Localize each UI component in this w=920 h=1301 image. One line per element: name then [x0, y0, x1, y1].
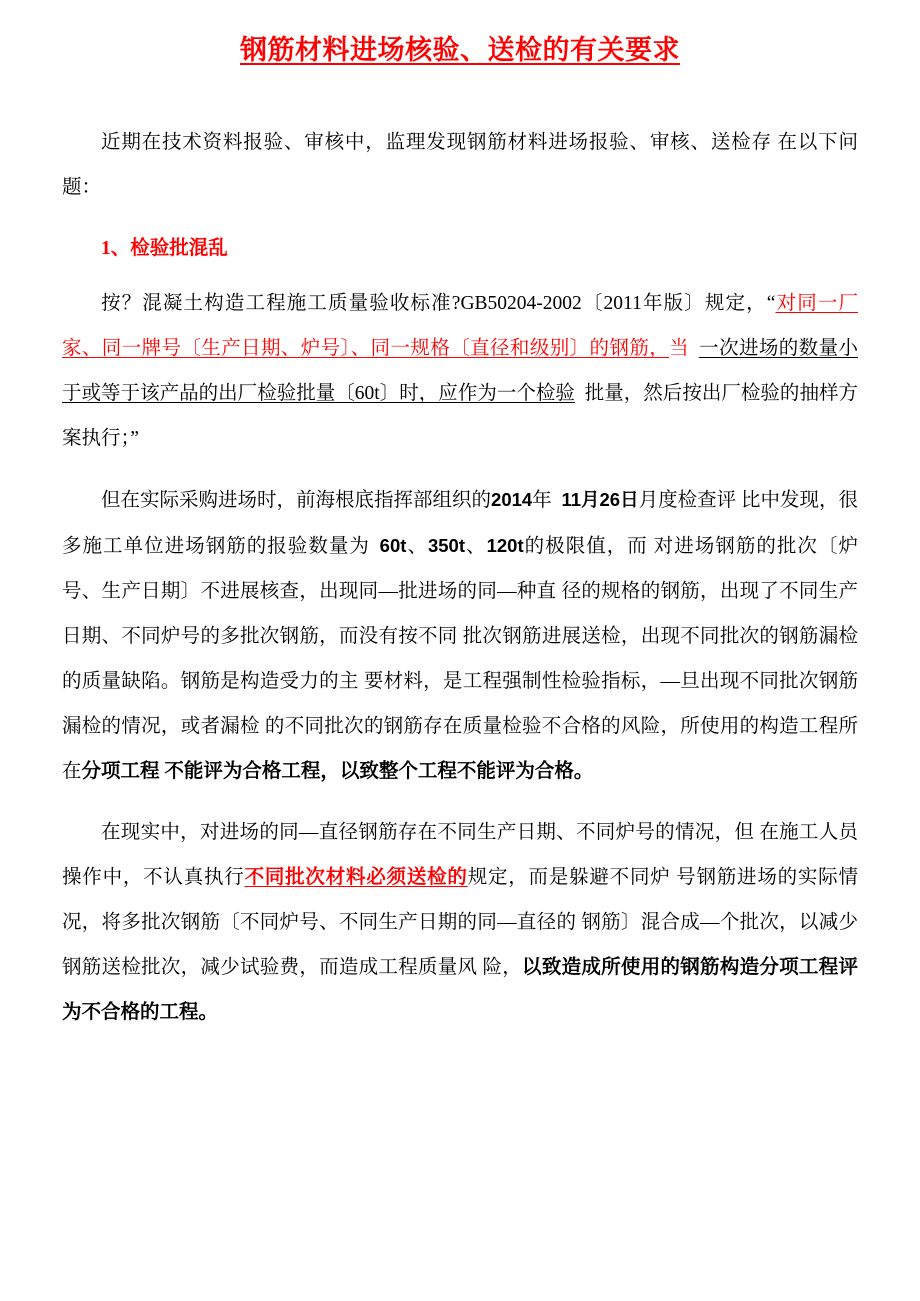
quote-lead-text: 按？混凝土构造工程施工质量验收标准?GB50204-2002〔2011年版〕规定，“ — [101, 293, 776, 315]
standard-quote-paragraph — [62, 281, 858, 461]
reality-red-bold-underlined-run: 不同批次材料必须送检的 — [244, 867, 468, 889]
quote-red-run: 当 — [669, 338, 690, 360]
finding-after-date-text: 月度检查评 比中发现，很多施工单位进场钢筋的报验数量为 — [62, 490, 858, 558]
finding-date-value: 11月26日 — [561, 489, 639, 511]
finding-bold-conclusion: 分项工程 不能评为合格工程，以致整个工程不能评为合格。 — [81, 761, 594, 783]
finding-quantity-2: 350t — [427, 535, 466, 557]
quote-black-underlined-run: 一次进场的数量小于或等于该产品的出厂检验批量〔60t〕时，应作为一个检验 — [62, 338, 858, 405]
finding-year-unit: 年 — [532, 490, 552, 512]
reality-lead-text: 在现实中，对进场的同—直径钢筋存在不同生产日期、不同炉号的情况，但 在施工人员操作中，不认真执行 — [62, 822, 858, 889]
document-body — [62, 68, 858, 1035]
finding-quantity-3: 120t — [486, 535, 524, 557]
finding-lead-text: 但在实际采购进场时，前海根底指挥部组织的 — [101, 490, 492, 512]
reality-bold-conclusion: 以致造成所使用的钢筋构造分项工程评为不合格的工程。 — [62, 957, 858, 1024]
finding-quantity-1: 60t — [379, 535, 407, 557]
finding-paragraph — [62, 477, 858, 794]
finding-year-value: 2014 — [491, 489, 533, 511]
finding-quantity-separator-2: 、 — [465, 536, 487, 558]
finding-after-quantity-text: 的极限值，而 对进场钢筋的批次〔炉号、生产日期〕不进展核查，出现同—批进场的同—种直 径的规格的钢筋，出现了不同生产日期、不同炉号的多批次钢筋，而没有按不同 批次钢筋进展送检，出现不同批次的钢筋漏检的质量缺陷。钢筋是构造受力的主 要材料，是工程强制性检验指标，—旦出现不同批次钢筋漏检的情况，或者漏检 的不同批次的钢筋存在质量检验不合格的风险，所使用的构造工程所在 — [62, 536, 858, 783]
section-1-heading: 1、检验批混乱 — [101, 238, 228, 260]
finding-quantity-separator-1: 、 — [406, 536, 428, 558]
page-title: 钢筋材料进场核验、送检的有关要求 — [240, 35, 680, 65]
intro-paragraph: 近期在技术资料报验、审核中，监理发现钢筋材料进场报验、审核、送检存 在以下问题： — [62, 132, 858, 199]
reality-middle-text: 规定，而是躲避不同炉 号钢筋进场的实际情况，将多批次钢筋〔不同炉号、不同生产日期的同—直径的 钢筋〕混合成—个批次，以减少钢筋送检批次，减少试验费，而造成工程质量风 险， — [62, 867, 858, 979]
reality-paragraph — [62, 810, 858, 1035]
quote-red-underlined-run: 对同一厂家、同一牌号〔生产日期、炉号〕、同一规格〔直径和级别〕的钢筋， — [62, 293, 858, 360]
quote-tail-text: 批量，然后按出厂检验的抽样方案执行；” — [62, 383, 858, 450]
